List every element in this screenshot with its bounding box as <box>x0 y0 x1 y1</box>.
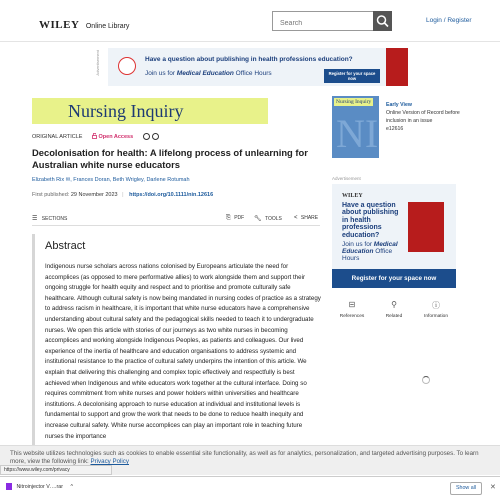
cc-by-icon <box>152 133 159 140</box>
cover-graphic: NI <box>336 111 379 156</box>
sidebar-advertisement[interactable] <box>332 184 456 288</box>
related-tab[interactable]: ⚲ Related <box>374 300 414 324</box>
close-icon[interactable]: ✕ <box>490 484 496 491</box>
site-header <box>0 0 500 42</box>
article-type: ORIGINAL ARTICLE <box>32 134 83 140</box>
top-advertisement[interactable] <box>108 48 408 86</box>
publication-info: First published: 29 November 2023 | https://doi.org/10.1111/nin.12616 <box>32 192 214 198</box>
sidebar-ad-join: Join us for Medical Education Office Hours <box>342 241 398 263</box>
cover-title: Nursing Inquiry <box>336 99 372 105</box>
first-published-date: 29 November 2023 <box>70 192 118 198</box>
article-sidebar-tabs <box>332 300 456 324</box>
tools-button[interactable]: 🔧︎ TOOLS <box>254 216 282 222</box>
ad-book-image <box>386 48 408 86</box>
loading-spinner-icon <box>422 376 430 384</box>
ad-logo-icon <box>118 57 136 75</box>
list-icon: ☰ <box>32 216 38 222</box>
journal-cover[interactable] <box>332 96 379 158</box>
wrench-icon: 🔧︎ <box>254 216 262 222</box>
open-lock-icon <box>92 133 97 139</box>
abstract-text: Indigenous nurse scholars across nations colonised by Europeans articulate the need for accomplices (as opposed to mere performative allies) to work alongside them and support their ongoing struggle for health equity and respect and to prioritise and promote culturally safe healthcare. Although cultural safety is now being mandated in nursing codes of practice as a strategy to address racism in healthcare, it is important that white nurse educators have a comprehensive understanding about cultural safety and the pedagogical skills needed to teach it to undergraduate nurses. We open this article with stories of our journeys as two white nurses in becoming accomplices and working alongside Indigenous Peoples, as patients and colleagues. Our lived experience of the inertia of healthcare and education organisations to address systemic and institutional resistance to the practice of cultural safety underpins the intention of this article. We explain that delivering this challenging and complex topic effectively and respectfully is best achieved when Indigenous and white educators work together at the cultural interface. Doing so requires commitment from white nurses and power holders within universities and healthcare institutions. A decolonising approach to nurse education at individual and institutional levels is fundamental to support and grow the work that needs to be done to reduce health inequity and increase cultural safety. White nurse accomplices can play an important role in teaching future nurses the importance <box>45 263 321 440</box>
login-register-link[interactable]: Login / Register <box>426 17 472 24</box>
ad-register-button[interactable]: Register for your space now <box>324 69 380 83</box>
abstract-section <box>32 234 320 454</box>
early-view-link[interactable]: Early View <box>386 102 412 108</box>
archive-file-icon <box>6 483 12 490</box>
cookie-text: This website utilizes technologies such as cookies to enable essential site functionality, as well as for analytics, personalization, and targeted advertising purposes. To learn more, view the following link: Privacy Policy <box>10 450 479 465</box>
ad-join-text: Join us for Medical Education Office Hours <box>145 70 272 77</box>
article-number: e12616 <box>386 126 404 132</box>
logo-wiley-text: WILEY <box>39 19 80 31</box>
information-icon: ⓘ <box>432 301 440 310</box>
search-box <box>272 11 392 31</box>
references-tab[interactable]: ⊟ References <box>332 300 372 324</box>
chevron-up-icon[interactable]: ^ <box>70 484 73 490</box>
download-shelf <box>0 476 500 500</box>
journal-banner[interactable] <box>32 98 268 124</box>
sections-button[interactable]: ☰ SECTIONS <box>32 216 68 222</box>
ad-question: Have a question about publishing in health professions education? <box>145 56 353 63</box>
search-icon <box>373 11 392 31</box>
information-tab[interactable]: ⓘ Information <box>416 300 456 324</box>
sidebar-ad-book-image <box>408 202 444 252</box>
show-all-button[interactable]: Show all <box>450 482 482 495</box>
early-view-desc: Online Version of Record before inclusion in an issue <box>386 110 460 124</box>
logo-online-library-text: Online Library <box>85 23 130 30</box>
advertisement-label: Advertisement <box>332 176 361 181</box>
article-authors[interactable]: Elizabeth Rix ✉, Frances Doran, Beth Wrigley, Darlene Rotumah <box>32 177 190 183</box>
search-input[interactable] <box>273 15 373 33</box>
pdf-icon: ⎘ <box>226 215 231 221</box>
download-item[interactable]: Nitroinjector V….rar ^ <box>6 483 73 490</box>
article-toolbar <box>32 212 320 226</box>
status-bar-url: https://www.wiley.com/privacy <box>0 465 112 475</box>
article-meta <box>32 133 159 140</box>
early-view-info <box>386 101 468 133</box>
references-icon: ⊟ <box>348 300 356 309</box>
pdf-button[interactable]: ⎘ PDF <box>226 215 245 221</box>
privacy-policy-link[interactable]: Privacy Policy <box>90 458 129 465</box>
sidebar-ad-question: Have a question about publishing in health professions education? <box>342 202 399 239</box>
wiley-logo[interactable] <box>39 15 130 31</box>
abstract-heading: Abstract <box>45 240 86 252</box>
journal-name: Nursing Inquiry <box>68 101 184 121</box>
sidebar-register-button[interactable]: Register for your space now <box>332 269 456 288</box>
open-access-badge: Open Access <box>92 134 135 140</box>
advertisement-side-label: Advertisement <box>95 50 100 76</box>
related-icon: ⚲ <box>391 300 397 309</box>
ad-wiley-logo: WILEY <box>342 193 363 199</box>
creative-commons-icon <box>143 133 150 140</box>
share-button[interactable]: < SHARE <box>294 215 319 221</box>
doi-link[interactable]: https://doi.org/10.1111/nin.12616 <box>129 192 214 198</box>
article-title: Decolonisation for health: A lifelong process of unlearning for Australian white nurse educators <box>32 147 308 170</box>
search-button[interactable] <box>373 11 392 31</box>
share-icon: < <box>294 215 298 221</box>
